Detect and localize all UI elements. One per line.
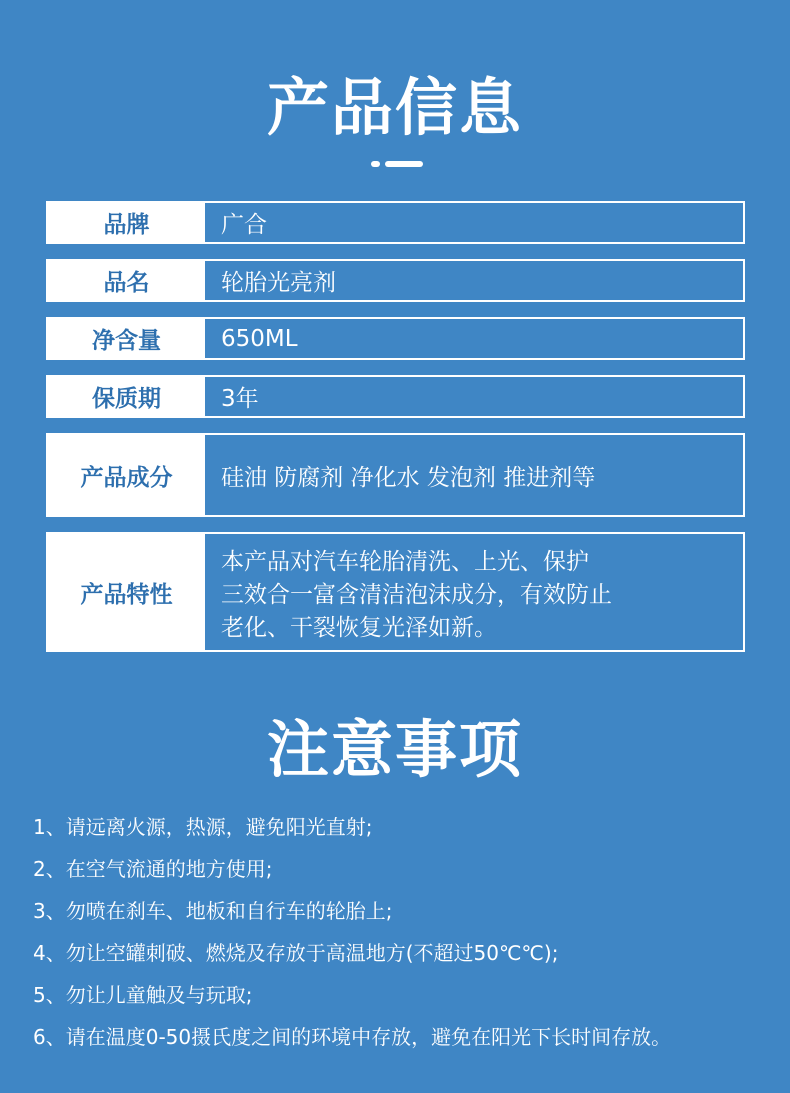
info-row-product-name <box>46 259 745 302</box>
info-label-net-content: 净含量 <box>48 319 205 358</box>
info-value-brand: 广合 <box>221 212 267 238</box>
note-item: 1、请远离火源，热源，避免阳光直射; <box>33 815 373 839</box>
note-item: 6、请在温度0-50摄氏度之间的环境中存放，避免在阳光下长时间存放。 <box>33 1025 672 1049</box>
divider-bar <box>385 161 423 167</box>
features-line-1: 本产品对汽车轮胎清洗、上光、保护 <box>221 548 589 575</box>
info-label-features: 产品特性 <box>48 534 205 650</box>
info-label-shelf-life: 保质期 <box>48 377 205 416</box>
info-value-net-content: 650ML <box>221 325 298 352</box>
notes-list <box>33 812 783 1064</box>
title-divider <box>371 161 423 167</box>
info-label-product-name: 品名 <box>48 261 205 300</box>
note-item: 3、勿喷在刹车、地板和自行车的轮胎上; <box>33 899 393 923</box>
notes-title: 注意事项 <box>266 713 523 786</box>
info-row-ingredients <box>46 433 745 517</box>
product-info-table <box>46 201 745 652</box>
info-value-features <box>205 534 743 650</box>
features-line-3: 老化、干裂恢复光泽如新。 <box>221 614 497 641</box>
product-info-title: 产品信息 <box>266 71 523 144</box>
note-item: 4、勿让空罐刺破、燃烧及存放于高温地方(不超过50℃℃); <box>33 941 559 965</box>
info-value-shelf-life: 3年 <box>221 386 259 412</box>
info-row-features <box>46 532 745 652</box>
info-value-product-name: 轮胎光亮剂 <box>221 270 336 296</box>
info-row-net-content <box>46 317 745 360</box>
note-item: 5、勿让儿童触及与玩取; <box>33 983 253 1007</box>
info-label-brand: 品牌 <box>48 203 205 242</box>
info-value-ingredients: 硅油 防腐剂 净化水 发泡剂 推进剂等 <box>221 464 596 491</box>
note-item: 2、在空气流通的地方使用; <box>33 857 273 881</box>
info-label-ingredients: 产品成分 <box>48 435 205 515</box>
info-row-brand <box>46 201 745 244</box>
features-line-2: 三效合一富含清洁泡沫成分，有效防止 <box>221 581 612 608</box>
info-row-shelf-life <box>46 375 745 418</box>
divider-dot <box>371 161 380 167</box>
